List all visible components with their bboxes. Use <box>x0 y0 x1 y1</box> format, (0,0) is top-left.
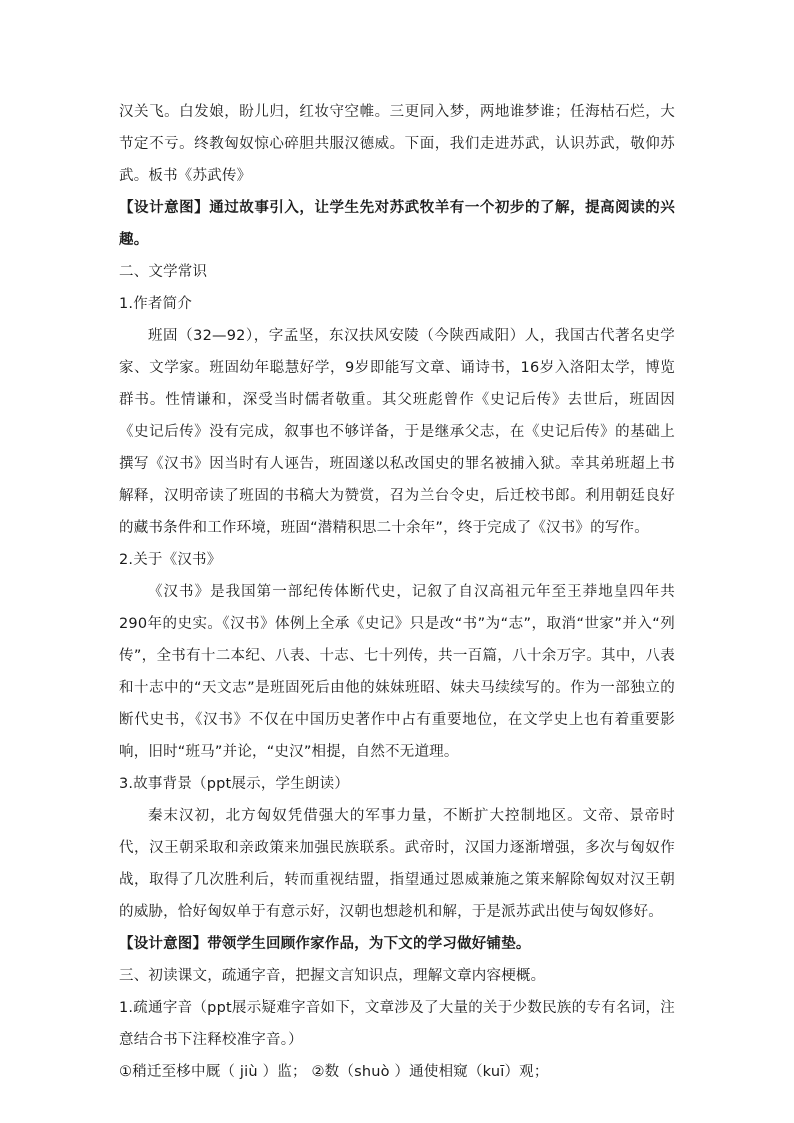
design-intent-1: 【设计意图】通过故事引入，让学生先对苏武牧羊有一个初步的了解，提高阅读的兴趣。 <box>119 200 675 248</box>
background-paragraph: 秦末汉初，北方匈奴凭借强大的军事力量，不断扩大控制地区。文帝、景帝时代，汉王朝采取和亲政策来加强民族联系。武帝时，汉国力逐渐增强，多次与匈奴作战，取得了几次胜利后，转而重视结盟，指望通过恩威兼施之策来解除匈奴对汉王朝的威胁，恰好匈奴单于有意示好，汉朝也想趁机和解，于是派苏武出使与匈奴修好。 <box>119 808 675 920</box>
subsection-3-heading: 3.故事背景（ppt展示，学生朗读） <box>119 776 350 792</box>
design-intent-2: 【设计意图】带领学生回顾作家作品，为下文的学习做好铺垫。 <box>119 936 531 952</box>
pronunciation-examples: ①稍迁至栘中厩（ jiù ）监； ②数（shuò ）通使相窥（kuī）观； <box>119 1064 549 1080</box>
subsection-1-heading: 1.作者简介 <box>119 296 193 312</box>
section-2-heading: 二、文学常识 <box>119 264 208 280</box>
author-intro-paragraph: 班固（32—92），字孟坚，东汉扶风安陵（今陕西咸阳）人，我国古代著名史学家、文学家。班固幼年聪慧好学，9岁即能写文章、诵诗书，16岁入洛阳太学，博览群书。性情谦和，深受当时儒者敬重。其父班彪曾作《史记后传》去世后，班固因《史记后传》没有完成，叙事也不够详备，于是继承父志，在《史记后传》的基础上撰写《汉书》因当时有人诬告，班固遂以私改国史的罪名被捕入狱。幸其弟班超上书解释，汉明帝读了班固的书稿大为赞赏，召为兰台令史，后迁校书郎。利用朝廷良好的藏书条件和工作环境，班固“潜精积思二十余年”，终于完成了《汉书》的写作。 <box>119 328 675 536</box>
intro-continuation-paragraph: 汉关飞。白发娘，盼儿归，红妆守空帷。三更同入梦，两地谁梦谁；任海枯石烂，大节定不亏。终教匈奴惊心碎胆共服汉德威。下面，我们走进苏武，认识苏武，敬仰苏武。板书《苏武传》 <box>119 104 675 184</box>
hanshu-paragraph: 《汉书》是我国第一部纪传体断代史，记叙了自汉高祖元年至王莽地皇四年共290年的史实。《汉书》体例上全承《史记》只是改“书”为“志”，取消“世家”并入“列传”，全书有十二本纪、八表、十志、七十列传，共一百篇，八十余万字。其中，八表和十志中的“天文志”是班固死后由他的妹妹班昭、妹夫马续续写的。作为一部独立的断代史书，《汉书》不仅在中国历史著作中占有重要地位，在文学史上也有着重要影响，旧时“班马”并论，“史汉”相提，自然不无道理。 <box>119 584 675 760</box>
document-body <box>119 96 675 1088</box>
pronunciation-paragraph: 1.疏通字音（ppt展示疑难字音如下，文章涉及了大量的关于少数民族的专有名词，注意结合书下注释校准字音。） <box>119 1000 675 1048</box>
section-3-heading: 三、初读课文，疏通字音，把握文言知识点，理解文章内容梗概。 <box>119 968 546 984</box>
subsection-2-heading: 2.关于《汉书》 <box>119 552 222 568</box>
